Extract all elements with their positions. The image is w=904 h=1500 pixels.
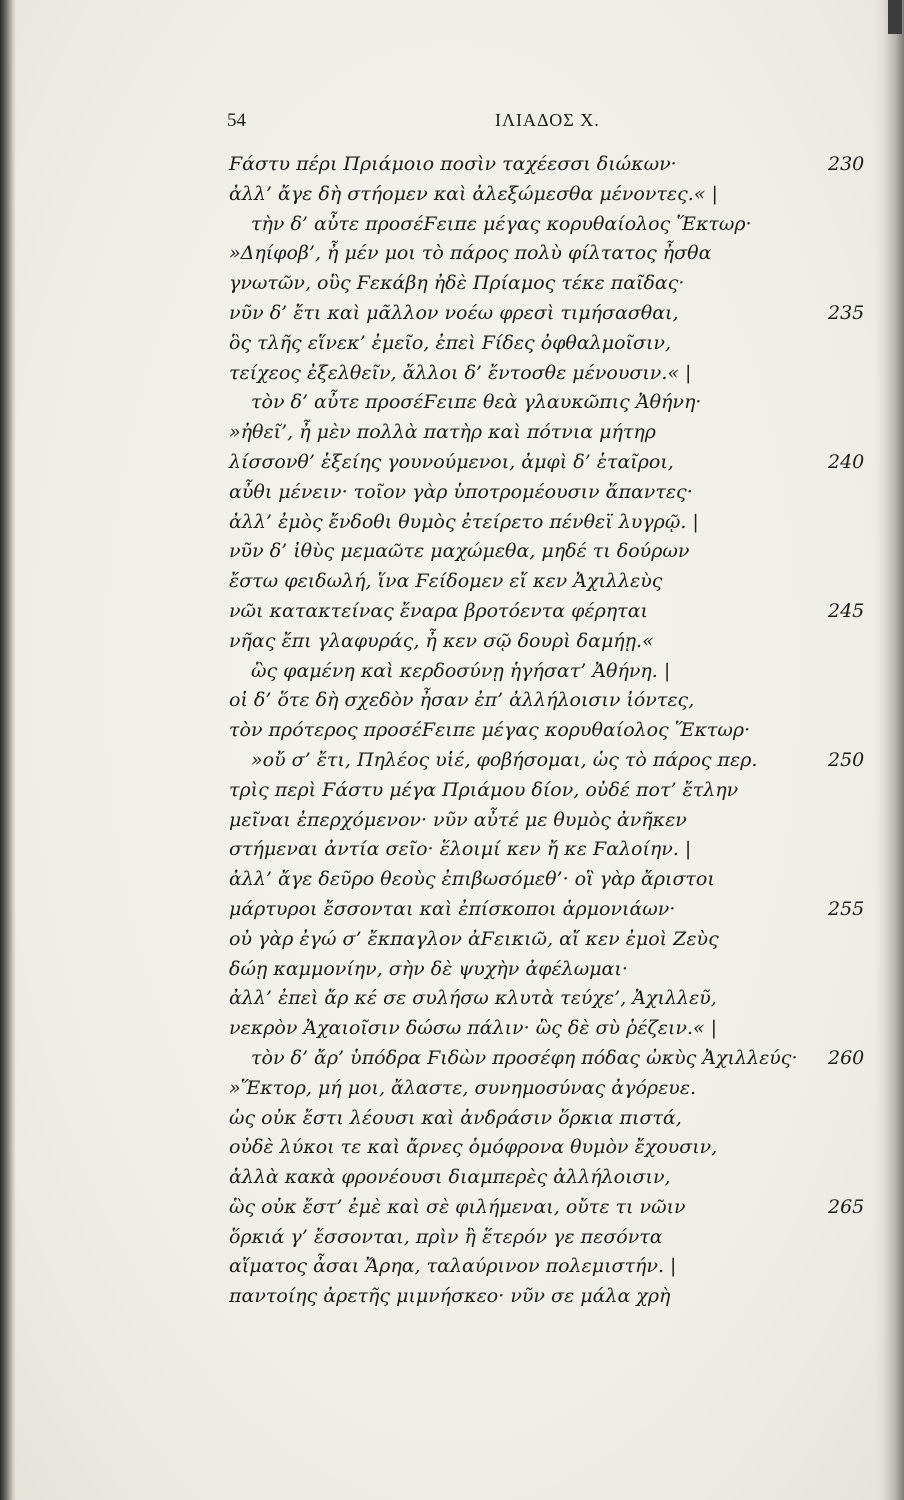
verse-line <box>229 716 869 746</box>
verse-line <box>229 508 869 538</box>
verse-text: ἀλλ’ ἄγε δὴ στήομεν καὶ ἀλεξώμεσθα μένοντες.« | <box>229 182 718 205</box>
verse-line <box>229 1133 869 1163</box>
verse-line <box>229 180 869 210</box>
verse-line <box>229 1014 869 1044</box>
verse-line <box>229 299 869 329</box>
verse-text: αὖθι μένειν· τοῖον γὰρ ὑποτρομέουσιν ἅπαντες· <box>229 480 693 503</box>
verse-line <box>229 537 869 567</box>
verse-text: δώῃ καμμονίην, σὴν δὲ ψυχὴν ἀφέλωμαι· <box>229 957 628 980</box>
verse-text: τείχεος ἐξελθεῖν, ἄλλοι δ’ ἔντοσθε μένουσιν.« | <box>229 361 692 384</box>
verse-text: μεῖναι ἐπερχόμενον· νῦν αὖτέ με θυμὸς ἀνῆκεν <box>229 808 687 831</box>
verse-line <box>229 1104 869 1134</box>
verse-text: τὸν δ’ ἄρ’ ὑπόδρα Ϝιδὼν προσέφη πόδας ὠκὺς Ἀχιλλεύς· <box>251 1046 798 1069</box>
verse-text: νῶι κατακτείνας ἔναρα βροτόεντα φέρηται <box>229 599 648 622</box>
verse-line <box>229 657 869 687</box>
verse-line <box>229 925 869 955</box>
verse-line <box>229 1193 869 1223</box>
verse-line <box>229 329 869 359</box>
line-number: 265 <box>828 1195 865 1218</box>
page-number: 54 <box>227 110 246 131</box>
verse-line <box>229 895 869 925</box>
verse-text: μάρτυροι ἔσσονται καὶ ἐπίσκοποι ἁρμονιάων· <box>229 897 676 920</box>
verse-text: παντοίης ἀρετῆς μιμνήσκεο· νῦν σε μάλα χρὴ <box>229 1285 671 1308</box>
verse-line <box>229 776 869 806</box>
verse-line <box>229 359 869 389</box>
verse-text: Ϝάστυ πέρι Πριάμοιο ποσὶν ταχέεσσι διώκων· <box>229 153 677 175</box>
line-number: 260 <box>828 1046 865 1069</box>
verse-text: ἔστω φειδωλή, ἵνα Ϝείδομεν εἴ κεν Ἀχιλλεὺς <box>229 570 663 593</box>
line-number: 255 <box>828 897 865 920</box>
verse-text: ὣς φαμένη καὶ κερδοσύνῃ ἡγήσατ’ Ἀθήνη. | <box>251 659 671 682</box>
verse-line <box>229 806 869 836</box>
verse-text: ἀλλὰ κακὰ φρονέουσι διαμπερὲς ἀλλήλοισιν, <box>229 1166 671 1189</box>
verse-text: νῦν δ’ ἔτι καὶ μᾶλλον νοέω φρεσὶ τιμήσασθαι, <box>229 301 679 324</box>
verse-text: »Ἕκτορ, μή μοι, ἄλαστε, συνημοσύνας ἀγόρευε. <box>229 1076 697 1099</box>
verse-text: λίσσονθ’ ἑξείης γουνούμενοι, ἀμφὶ δ’ ἑταῖροι, <box>229 450 674 473</box>
line-number: 230 <box>828 153 865 175</box>
verse-line <box>229 865 869 895</box>
verse-line <box>229 567 869 597</box>
verse-text: ὡς οὐκ ἔστι λέουσι καὶ ἀνδράσιν ὅρκια πιστά, <box>229 1106 682 1129</box>
verse-line <box>229 835 869 865</box>
verse-text: ἀλλ’ ἐπεὶ ἄρ κέ σε συλήσω κλυτὰ τεύχε’, Ἀχιλλεῦ, <box>229 987 717 1010</box>
verse-text: τὸν πρότερος προσέϜειπε μέγας κορυθαίολος Ἕκτωρ· <box>229 719 751 742</box>
verse-line <box>229 686 869 716</box>
verse-line <box>229 1282 869 1312</box>
line-number: 250 <box>828 748 865 771</box>
verse-line <box>229 150 869 180</box>
verse-text: τὴν δ’ αὖτε προσέϜειπε μέγας κορυθαίολος Ἕκτωρ· <box>251 212 752 235</box>
verse-text: τὸν δ’ αὖτε προσέϜειπε θεὰ γλαυκῶπις Ἀθήνη· <box>251 391 702 414</box>
verse-line <box>229 746 869 776</box>
verse-text: οὐ γὰρ ἐγώ σ’ ἔκπαγλον ἀϜεικιῶ, αἴ κεν ἐμοὶ Ζεὺς <box>229 927 719 950</box>
verse-line <box>229 597 869 627</box>
verse-text: αἵματος ἆσαι Ἄρηα, ταλαύρινον πολεμιστήν. | <box>229 1255 677 1278</box>
verse-line <box>229 627 869 657</box>
verse-line <box>229 478 869 508</box>
running-head: ΙΛΙΑΔΟΣ X. <box>495 110 600 130</box>
page-corner-mark <box>888 0 902 34</box>
verse-text: οὐδὲ λύκοι τε καὶ ἄρνες ὁμόφρονα θυμὸν ἔχουσιν, <box>229 1136 718 1159</box>
line-number: 240 <box>828 450 865 473</box>
verse-text: ἀλλ’ ἐμὸς ἔνδοθι θυμὸς ἐτείρετο πένθεϊ λυγρῷ. | <box>229 510 699 533</box>
verse-text: νῆας ἔπι γλαφυράς, ἦ κεν σῷ δουρὶ δαμήῃ.« <box>229 629 654 652</box>
verse-line <box>229 1074 869 1104</box>
verse-text: ὣς οὐκ ἔστ’ ἐμὲ καὶ σὲ φιλήμεναι, οὔτε τι νῶιν <box>229 1195 686 1218</box>
verse-line <box>229 388 869 418</box>
page-header <box>227 110 787 140</box>
verse-text: »Δηίφοβ’, ἦ μέν μοι τὸ πάρος πολὺ φίλτατος ἦσθα <box>229 242 712 265</box>
verse-text: »οὔ σ’ ἔτι, Πηλέος υἱέ, φοβήσομαι, ὡς τὸ πάρος περ. <box>251 748 758 771</box>
verse-line <box>229 1252 869 1282</box>
verse-line <box>229 1163 869 1193</box>
verse-line <box>229 269 869 299</box>
verse-line <box>229 1044 869 1074</box>
verse-line <box>229 239 869 269</box>
verse-text: ὃς τλῆς εἵνεκ’ ἐμεῖο, ἐπεὶ Ϝίδες ὀφθαλμοῖσιν, <box>229 331 671 354</box>
verse-text: στήμεναι ἀντία σεῖο· ἕλοιμί κεν ἤ κε Ϝαλοίην. | <box>229 838 692 861</box>
verse-text: ὅρκιά γ’ ἔσσονται, πρὶν ἢ ἕτερόν γε πεσόντα <box>229 1225 663 1248</box>
verse-line <box>229 984 869 1014</box>
verse-text: νεκρὸν Ἀχαιοῖσιν δώσω πάλιν· ὣς δὲ σὺ ῥέζειν.« | <box>229 1017 718 1040</box>
page-right-edge <box>874 0 904 1500</box>
line-number: 235 <box>828 301 865 324</box>
verse-line <box>229 1223 869 1253</box>
page-left-shadow <box>0 0 16 1500</box>
verse-text: ἀλλ’ ἄγε δεῦρο θεοὺς ἐπιβωσόμεθ’· οἳ γὰρ ἄριστοι <box>229 868 715 891</box>
verse-text: τρὶς περὶ Ϝάστυ μέγα Πριάμου δίον, οὐδέ ποτ’ ἔτλην <box>229 778 739 801</box>
verse-text: γνωτῶν, οὓς Ϝεκάβη ἠδὲ Πρίαμος τέκε παῖδας· <box>229 272 685 295</box>
verse-line <box>229 418 869 448</box>
verse-line <box>229 210 869 240</box>
verse-text: »ἠθεῖ’, ἦ μὲν πολλὰ πατὴρ καὶ πότνια μήτηρ <box>229 421 656 444</box>
verse-text: νῦν δ’ ἰθὺς μεμαῶτε μαχώμεθα, μηδέ τι δούρων <box>229 540 690 563</box>
verse-text-block <box>229 150 869 1312</box>
verse-line <box>229 955 869 985</box>
verse-text: οἱ δ’ ὅτε δὴ σχεδὸν ἦσαν ἐπ’ ἀλλήλοισιν ἰόντες, <box>229 689 695 712</box>
verse-line <box>229 448 869 478</box>
line-number: 245 <box>828 599 865 622</box>
